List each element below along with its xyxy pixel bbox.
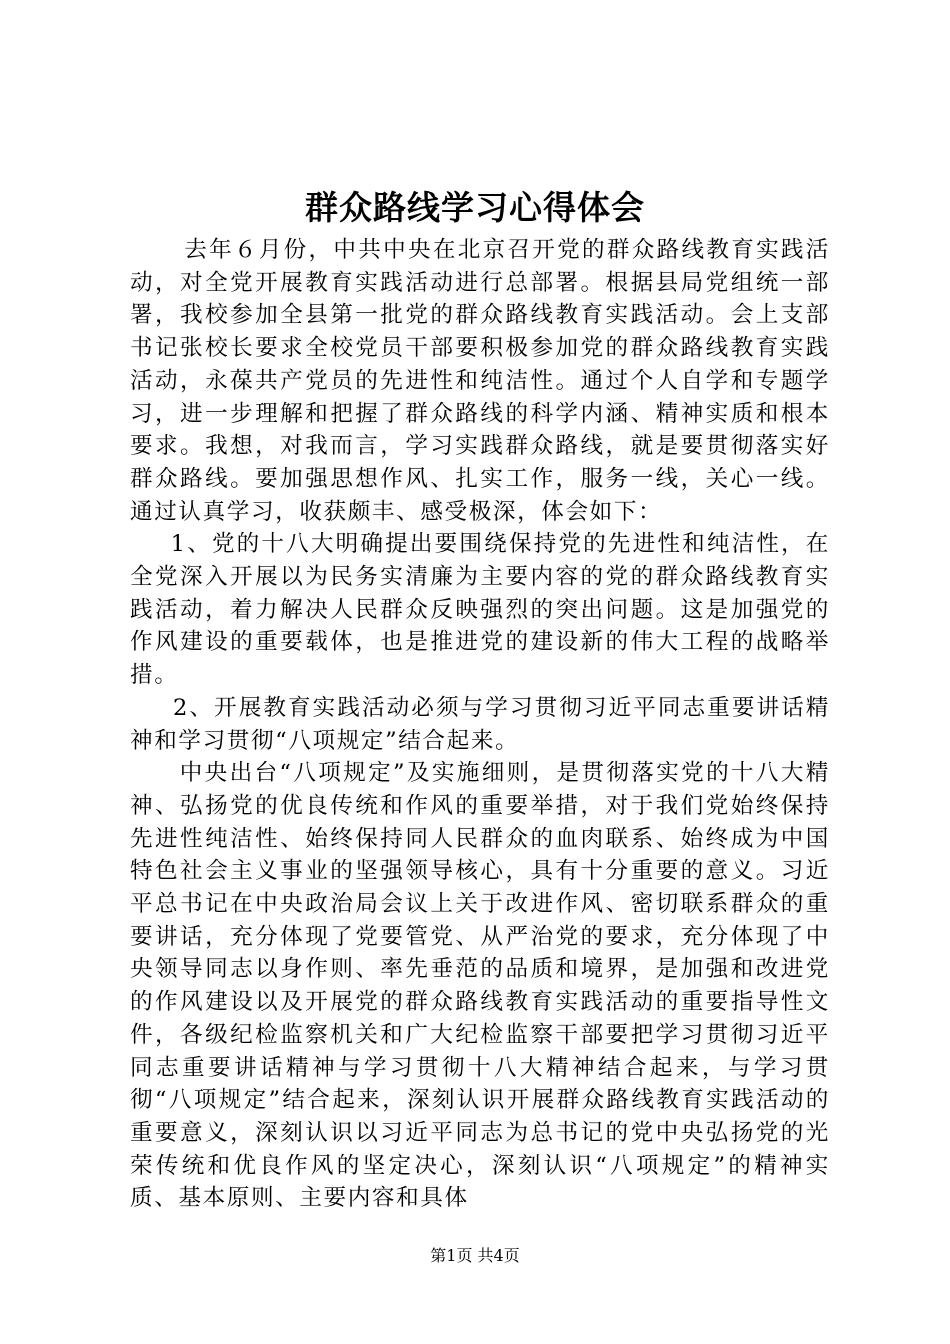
document-title: 群众路线学习心得体会 <box>305 188 645 227</box>
paragraph-eight-rules: 中央出台“八项规定”及实施细则，是贯彻落实党的十八大精神、弘扬党的优良传统和作风的重要举措，对于我们党始终保持先进性纯洁性、始终保持同人民群众的血肉联系、始终成为中国特色社会主义事业的坚强领导核心，具有十分重要的意义。习近平总书记在中央政治局会议上关于改进作风、密切联系群众的重要讲话，充分体现了党要管党、从严治党的要求，充分体现了中央领导同志以身作则、率先垂范的品质和境界，是加强和改进党的作风建设以及开展党的群众路线教育实践活动的重要指导性文件，各级纪检监察机关和广大纪检监察干部要把学习贯彻习近平同志重要讲话精神与学习贯彻十八大精神结合起来，与学习贯彻“八项规定”结合起来，深刻认识开展群众路线教育实践活动的重要意义，深刻认识以习近平同志为总书记的党中央弘扬党的光荣传统和优良作风的坚定决心，深刻认识“八项规定”的精神实质、基本原则、主要内容和具体 <box>130 760 830 1212</box>
paragraph-point-2: 2、开展教育实践活动必须与学习贯彻习近平同志重要讲话精神和学习贯彻“八项规定”结合起来。 <box>130 694 830 754</box>
page-indicator: 第1页 共4页 <box>430 1246 520 1265</box>
paragraph-point-1: 1、党的十八大明确提出要围绕保持党的先进性和纯洁性，在全党深入开展以为民务实清廉为主要内容的党的群众路线教育实践活动，着力解决人民群众反映强烈的突出问题。这是加强党的作风建设的重要载体，也是推进党的建设新的伟大工程的战略举措。 <box>130 531 830 689</box>
document-body <box>130 234 830 1215</box>
paragraph-intro: 去年６月份，中共中央在北京召开党的群众路线教育实践活动，对全党开展教育实践活动进行总部署。根据县局党组统一部署，我校参加全县第一批党的群众路线教育实践活动。会上支部书记张校长要求全校党员干部要积极参加党的群众路线教育实践活动，永葆共产党员的先进性和纯洁性。通过个人自学和专题学习，进一步理解和把握了群众路线的科学内涵、精神实质和根本要求。我想，对我而言，学习实践群众路线，就是要贯彻落实好群众路线。要加强思想作风、扎实工作，服务一线，关心一线。通过认真学习，收获颇丰、感受极深，体会如下： <box>130 237 830 525</box>
